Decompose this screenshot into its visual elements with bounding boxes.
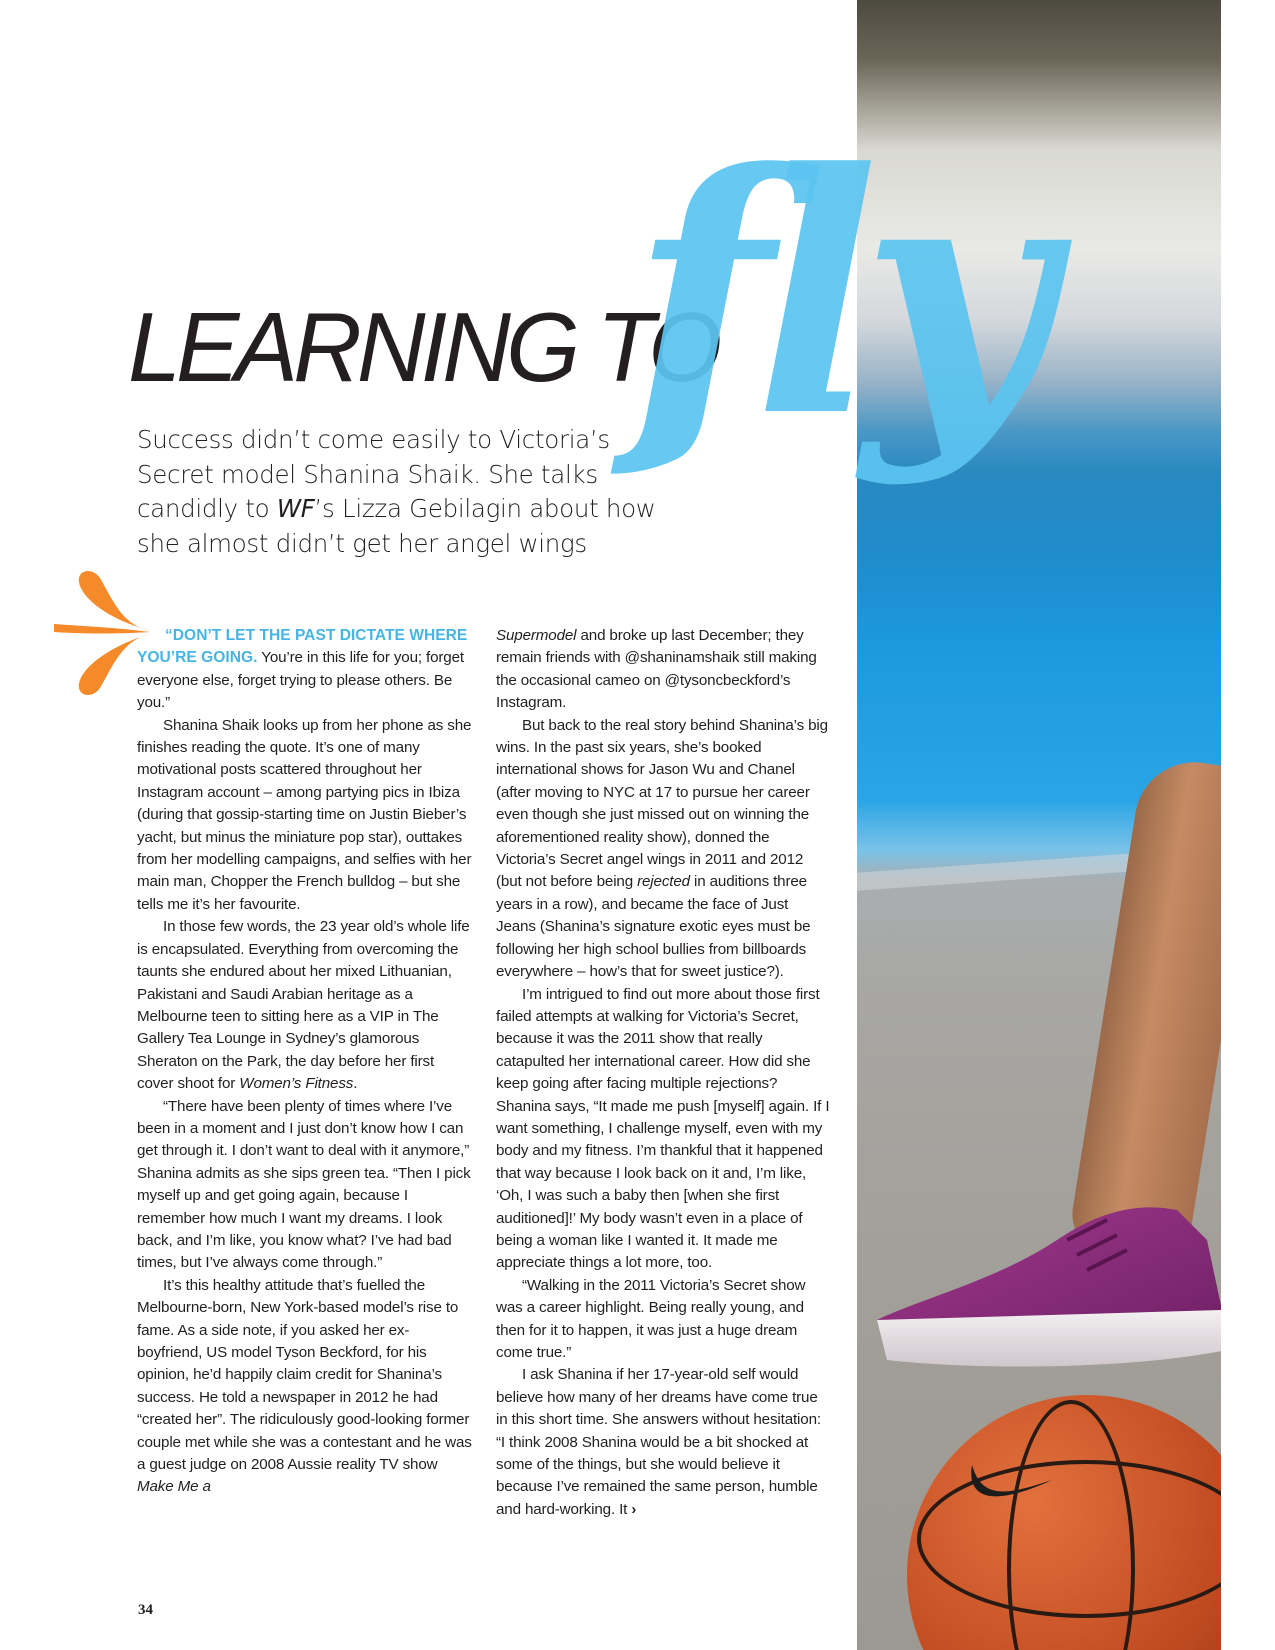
paragraph: “Walking in the 2011 Victoria’s Secret show was a career highlight. Being really young, and then for it to happen, it was just a huge dream come true.” xyxy=(496,1276,806,1361)
standfirst-text-end: ’s Lizza Gebilagin about how she almost didn’t get her angel wings xyxy=(137,494,656,558)
paragraph: But back to the real story behind Shanina’s big wins. In the past six years, she’s booked international shows for Jason Wu and Chanel (after moving to NYC at 17 to pursue her career even though she just missed out on winning the aforementioned reality show), donned the Victoria’s Secret angel wings in 2011 and 2012 (but not before being rejected in auditions three years in a row), and became the face of Just Jeans (Shanina’s signature exotic eyes must be following her high school bullies from billboards everywhere – how’s that for sweet justice?). xyxy=(496,716,828,981)
standfirst xyxy=(137,423,657,561)
paragraph: Shanina Shaik looks up from her phone as she finishes reading the quote. It’s one of many motivational posts scattered throughout her Instagram account – among partying pics in Ibiza (during that gossip-starting time on Justin Bieber’s yacht, but minus the miniature pop star), outtakes from her modelling campaigns, and selfies with her main man, Chopper the French bulldog – but she tells me it’s her favourite. xyxy=(137,716,472,913)
headline-accent: fly xyxy=(630,101,1036,489)
paragraph: “DON’T LET THE PAST DICTATE WHERE YOU’RE GOING. You’re in this life for you; forget everyone else, forget trying to please others. Be you.” xyxy=(137,627,468,712)
paragraph: Supermodel and broke up last December; they remain friends with @shaninamshaik still making the occasional cameo on @tysoncbeckford’s Instagram. xyxy=(496,627,817,712)
paragraph: In those few words, the 23 year old’s whole life is encapsulated. Everything from overcoming the taunts she endured about her mixed Lithuanian, Pakistani and Saudi Arabian heritage as a Melbourne teen to sitting here as a VIP in The Gallery Tea Lounge in Sydney’s glamorous Sheraton on the Park, the day before her first cover shoot for Women’s Fitness. xyxy=(137,918,470,1093)
swoosh-logo xyxy=(967,1455,1057,1515)
page-number: 34 xyxy=(138,1602,153,1618)
lead-in-quote: “DON’T LET THE PAST DICTATE WHERE YOU’RE GOING. xyxy=(137,627,468,667)
paragraph: I’m intrigued to find out more about those first failed attempts at walking for Victoria’s Secret, because it was the 2011 show that really catapulted her international career. How did she keep going after facing multiple rejections? Shanina says, “It made me push [myself] again. If I want something, I challenge myself, even with my body and my fitness. I’m thankful that it happened that way because I look back on it and, I’m like, ‘Oh, I was such a baby then [when she first auditioned]!’ My body wasn’t even in a place of being a woman like I wanted it. It made me appreciate things a lot more, too. xyxy=(496,985,830,1272)
standfirst-text: Success didn’t come easily to Victoria’s Secret model Shanina Shaik. She talks candidly to xyxy=(137,425,610,523)
headline: LEARNING TO xyxy=(128,292,718,402)
paragraph: “There have been plenty of times where I’ve been in a moment and I just don’t know how I can get through it. I don’t want to deal with it anymore,” Shanina admits as she sips green tea. “Then I pick myself up and get going again, because I remember how much I want my dreams. I look back, and I’m like, you know what? I’ve had bad times, but I’ve always come through.” xyxy=(137,1097,471,1272)
body-column-left xyxy=(137,625,473,1499)
paragraph: I ask Shanina if her 17-year-old self would believe how many of her dreams have come true in this short time. She answers without hesitation: “I think 2008 Shanina would be a bit shocked at some of the things, but she would believe it because I’ve remained the same person, humble and hard-working. It › xyxy=(496,1366,821,1518)
standfirst-magazine: WF xyxy=(276,494,315,523)
chevron-right-icon: › xyxy=(631,1500,637,1518)
paragraph: It’s this healthy attitude that’s fuelled the Melbourne-born, New York-based model’s rise to fame. As a side note, if you asked her ex-boyfriend, US model Tyson Beckford, for his opinion, he’d happily claim credit for Shanina’s success. He told a newspaper in 2012 he had “created her”. The ridiculously good-looking former couple met while she was a contestant and he was a guest judge on 2008 Aussie reality TV show Make Me a xyxy=(137,1276,472,1496)
model-leg xyxy=(1067,754,1221,1267)
body-column-right xyxy=(496,625,832,1521)
sneaker-image xyxy=(877,1200,1221,1370)
